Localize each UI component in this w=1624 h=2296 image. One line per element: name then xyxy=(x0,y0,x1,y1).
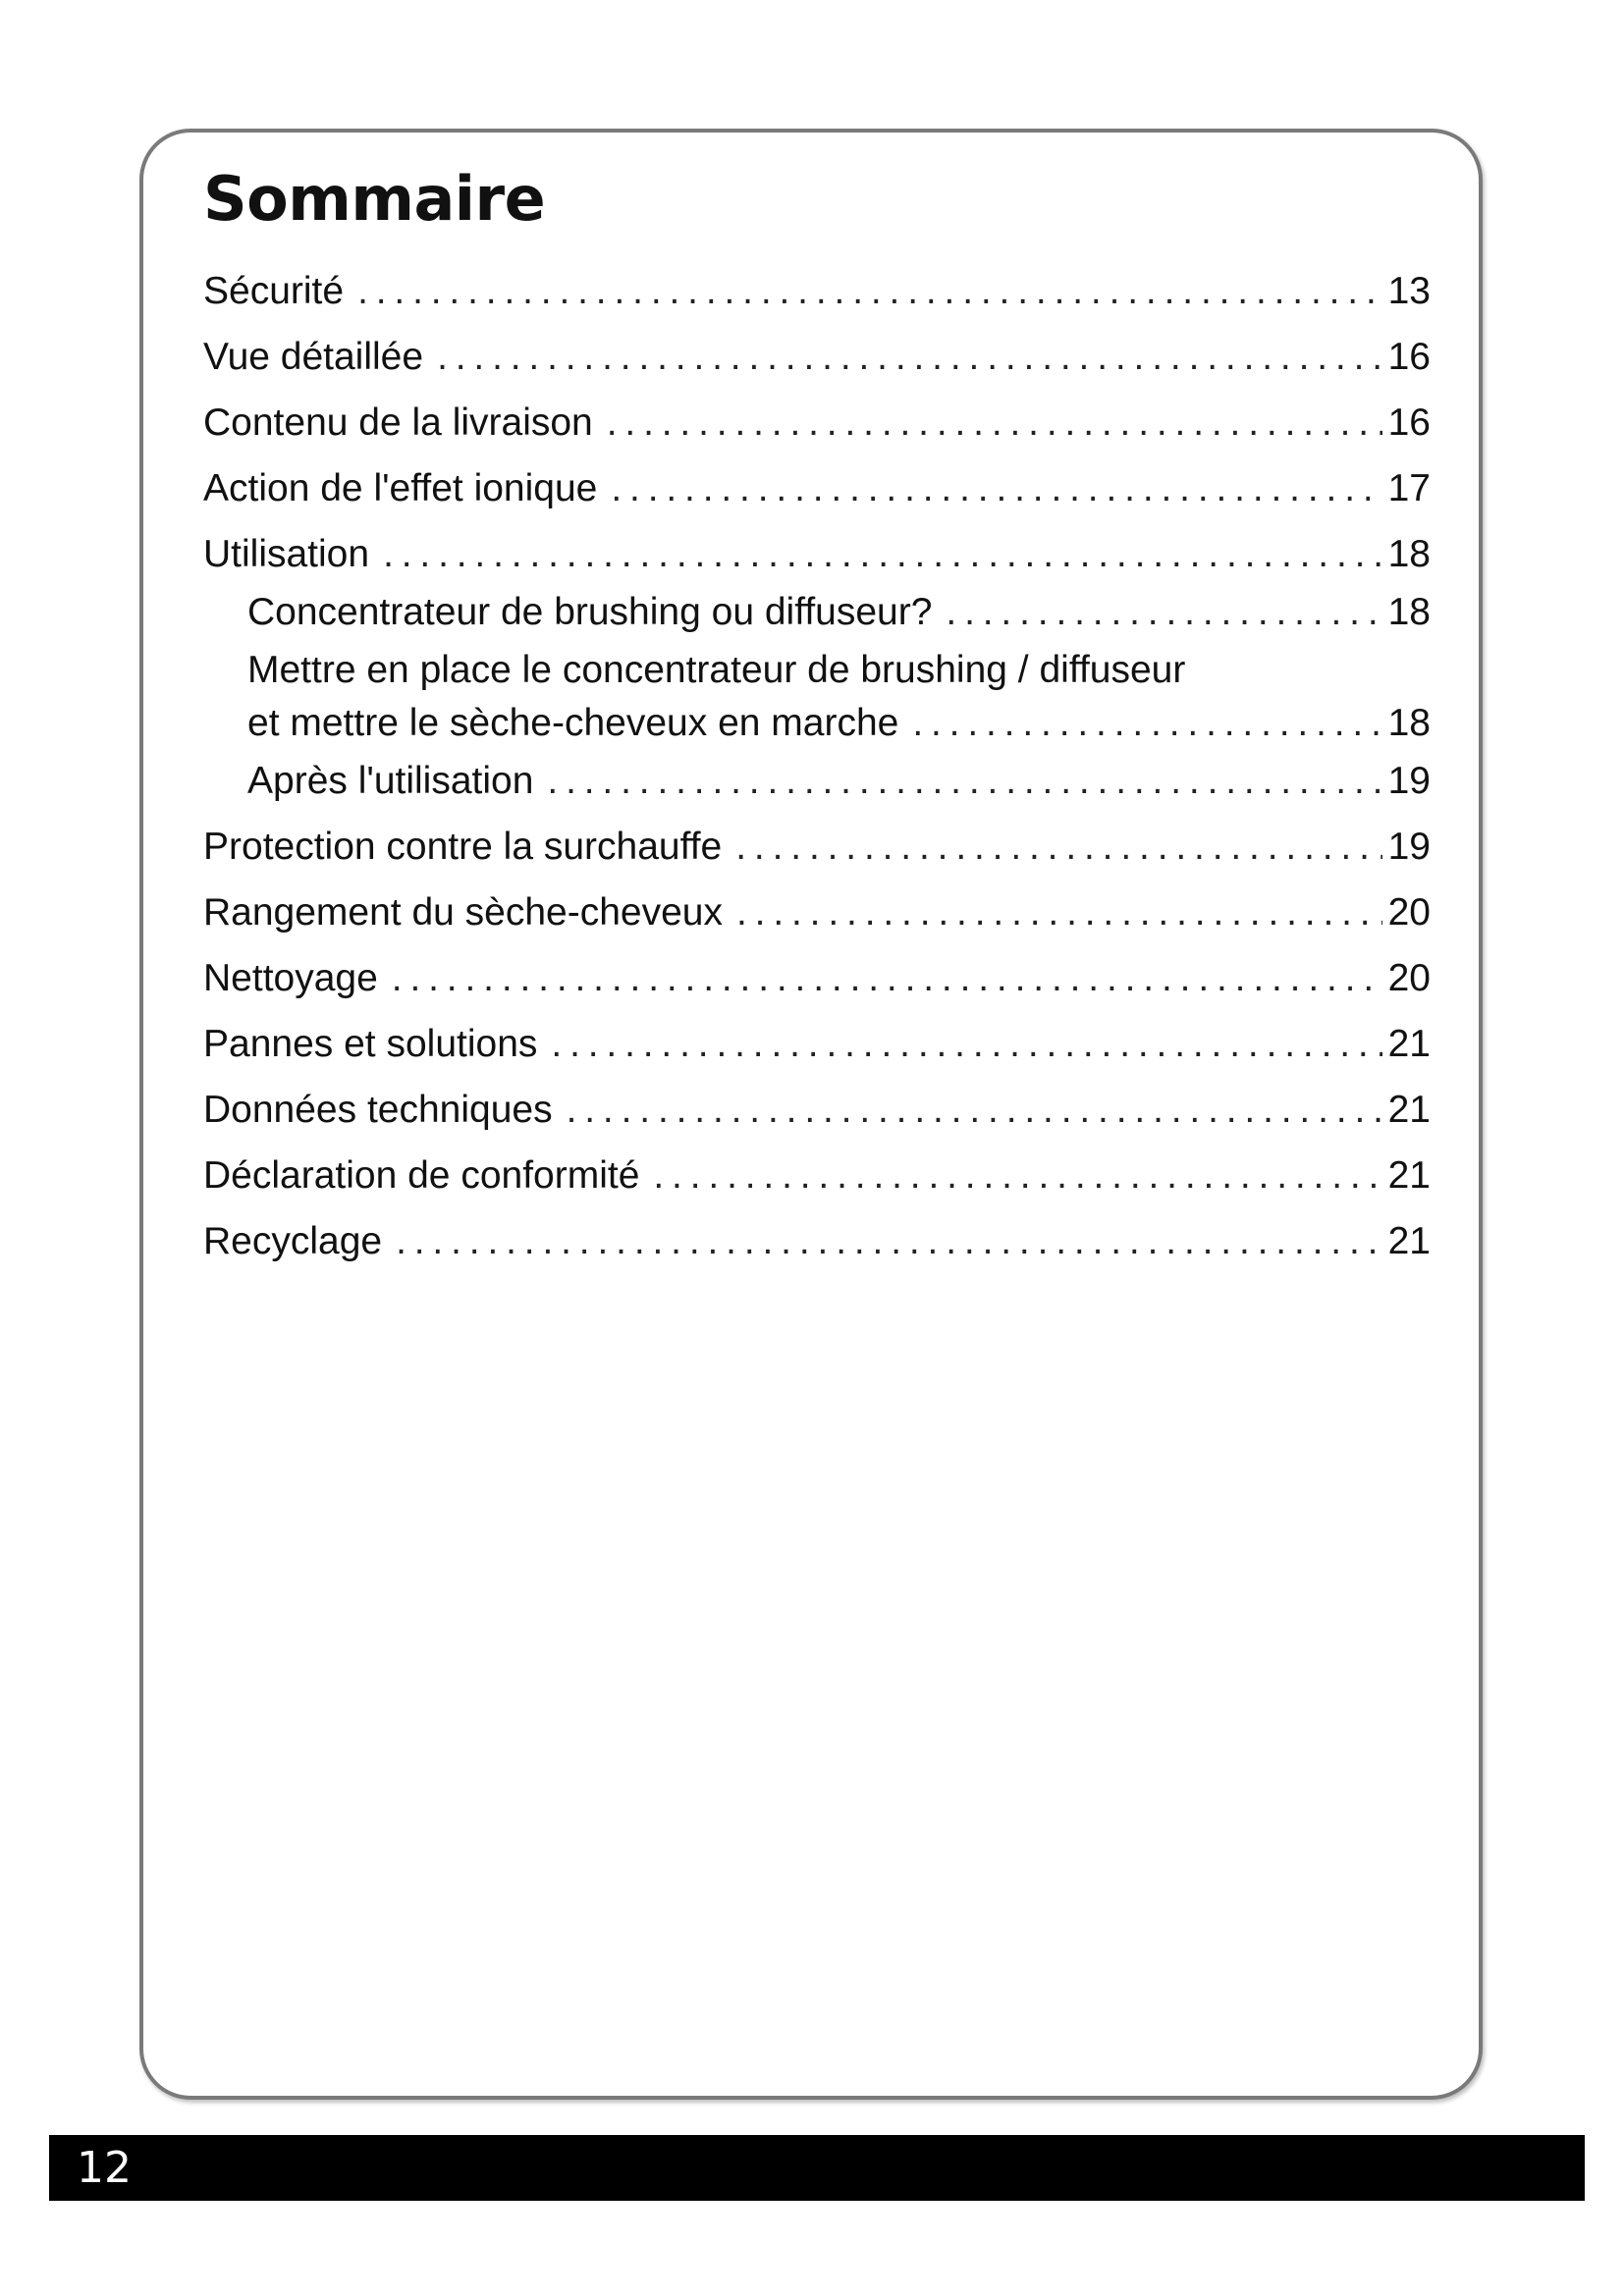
toc-entry-page: 18 xyxy=(1387,702,1431,744)
toc-entry-page: 16 xyxy=(1387,401,1431,444)
dot-leader xyxy=(437,331,1382,384)
toc-entry-page: 17 xyxy=(1387,467,1431,509)
toc-subentry-apres-utilisation[interactable] xyxy=(247,755,1431,808)
toc-subentry-concentrateur[interactable] xyxy=(247,586,1431,639)
toc-entry-label: Rangement du sèche-cheveux xyxy=(203,891,723,934)
toc-entry-label: Utilisation xyxy=(203,533,370,575)
dot-leader xyxy=(547,755,1381,808)
toc-entry-vue-detaillee[interactable] xyxy=(203,331,1431,384)
toc-entry-label: Pannes et solutions xyxy=(203,1023,538,1065)
toc-entry-page: 21 xyxy=(1387,1089,1431,1131)
toc-entry-label: Données techniques xyxy=(203,1089,553,1131)
toc-entry-label: Sécurité xyxy=(203,270,345,312)
toc-entry-label: Déclaration de conformité xyxy=(203,1154,640,1197)
toc-entry-page: 18 xyxy=(1387,533,1431,575)
table-of-contents xyxy=(203,265,1431,1281)
toc-entry-recyclage[interactable] xyxy=(203,1215,1431,1268)
toc-entry-page: 21 xyxy=(1387,1220,1431,1262)
dot-leader xyxy=(735,821,1381,874)
toc-entry-page: 20 xyxy=(1387,957,1431,999)
toc-entry-page: 18 xyxy=(1387,591,1431,633)
dot-leader xyxy=(653,1149,1381,1202)
page-number: 12 xyxy=(77,2143,132,2193)
dot-leader xyxy=(396,1215,1382,1268)
toc-entry-utilisation[interactable] xyxy=(203,528,1431,581)
dot-leader xyxy=(383,528,1382,581)
toc-entry-page: 21 xyxy=(1387,1154,1431,1197)
toc-entry-page: 20 xyxy=(1387,891,1431,934)
dot-leader xyxy=(551,1018,1381,1071)
toc-entry-label: Recyclage xyxy=(203,1220,383,1262)
dot-leader xyxy=(607,397,1382,450)
dot-leader xyxy=(736,886,1382,939)
toc-entry-line2 xyxy=(247,697,1431,750)
toc-entry-effet-ionique[interactable] xyxy=(203,462,1431,515)
toc-entry-page: 19 xyxy=(1387,826,1431,868)
toc-entry-label: Contenu de la livraison xyxy=(203,401,593,444)
toc-entry-label: Action de l'effet ionique xyxy=(203,467,598,509)
toc-entry-label: Protection contre la surchauffe xyxy=(203,826,723,868)
dot-leader xyxy=(567,1084,1382,1137)
toc-entry-label: Concentrateur de brushing ou diffuseur? xyxy=(247,591,933,633)
footer-bar xyxy=(49,2135,1585,2201)
toc-entry-contenu-livraison[interactable] xyxy=(203,397,1431,450)
toc-subentry-mise-en-place[interactable] xyxy=(247,644,1431,750)
toc-entry-page: 16 xyxy=(1387,336,1431,378)
dot-leader xyxy=(357,265,1382,318)
toc-entry-page: 19 xyxy=(1387,760,1431,802)
toc-entry-label: Après l'utilisation xyxy=(247,760,534,802)
toc-entry-rangement[interactable] xyxy=(203,886,1431,939)
toc-entry-page: 21 xyxy=(1387,1023,1431,1065)
toc-entry-conformite[interactable] xyxy=(203,1149,1431,1202)
dot-leader xyxy=(611,462,1381,515)
dot-leader xyxy=(392,952,1382,1005)
dot-leader xyxy=(912,697,1381,750)
toc-entry-nettoyage[interactable] xyxy=(203,952,1431,1005)
toc-entry-surchauffe[interactable] xyxy=(203,821,1431,874)
toc-entry-pannes[interactable] xyxy=(203,1018,1431,1071)
toc-entry-page: 13 xyxy=(1387,270,1431,312)
toc-entry-securite[interactable] xyxy=(203,265,1431,318)
dot-leader xyxy=(946,586,1381,639)
toc-entry-label-line2: et mettre le sèche-cheveux en marche xyxy=(247,702,899,744)
toc-entry-label-line1: Mettre en place le concentrateur de brushing / diffuseur xyxy=(247,649,1186,691)
toc-entry-donnees-techniques[interactable] xyxy=(203,1084,1431,1137)
toc-entry-label: Vue détaillée xyxy=(203,336,424,378)
page-title: Sommaire xyxy=(203,163,546,235)
toc-entry-label: Nettoyage xyxy=(203,957,378,999)
